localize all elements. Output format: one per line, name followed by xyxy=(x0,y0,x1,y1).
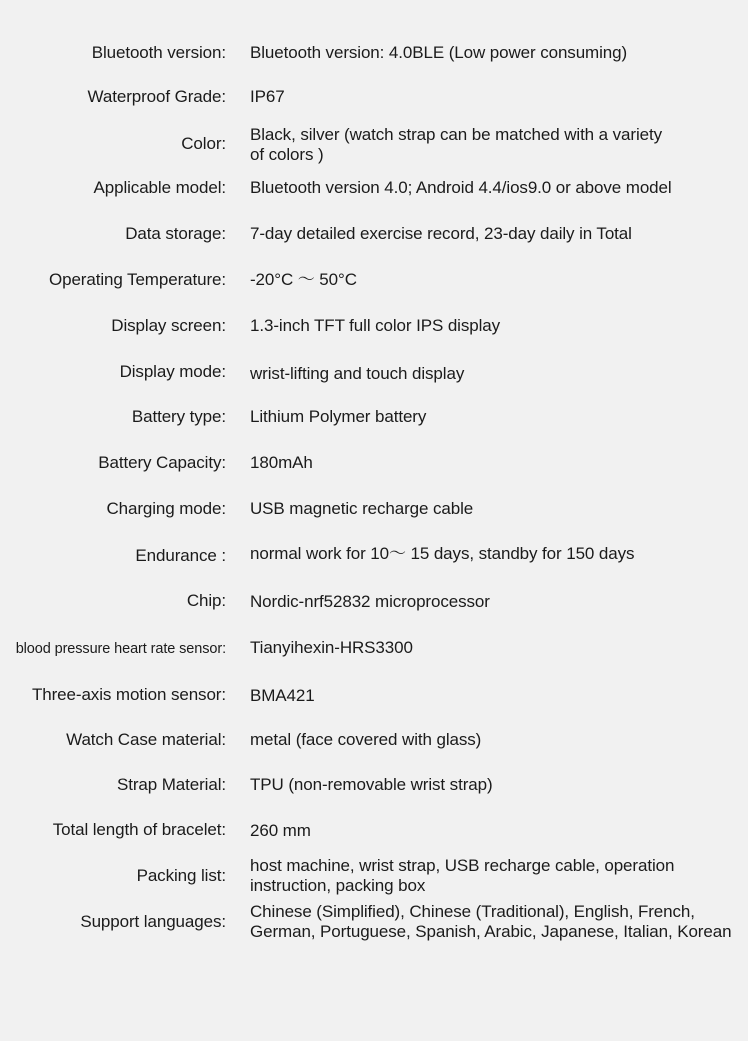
spec-value: 7-day detailed exercise record, 23-day daily in Total xyxy=(250,224,632,243)
spec-value: host machine, wrist strap, USB recharge cable, operation instruction, packing box xyxy=(250,856,675,895)
spec-label: Waterproof Grade: xyxy=(87,87,226,106)
spec-value: Tianyihexin-HRS3300 xyxy=(250,638,413,657)
spec-value: 1.3-inch TFT full color IPS display xyxy=(250,316,501,335)
spec-label: Packing list: xyxy=(136,866,226,885)
spec-value: 260 mm xyxy=(250,821,311,840)
spec-label: Support languages: xyxy=(80,912,226,931)
spec-label: Bluetooth version: xyxy=(91,43,226,62)
spec-value: 180mAh xyxy=(250,453,313,472)
spec-label: Display screen: xyxy=(111,316,226,335)
spec-label: Data storage: xyxy=(125,224,226,243)
spec-label: Endurance : xyxy=(135,546,226,565)
spec-label: Watch Case material: xyxy=(66,730,226,749)
spec-value: BMA421 xyxy=(250,686,315,705)
spec-value: wrist-lifting and touch display xyxy=(250,364,465,383)
spec-value: Bluetooth version: 4.0BLE (Low power consuming) xyxy=(250,43,628,62)
spec-label: blood pressure heart rate sensor: xyxy=(15,641,226,657)
spec-label: Color: xyxy=(181,134,226,153)
spec-value: USB magnetic recharge cable xyxy=(250,499,474,518)
spec-label: Operating Temperature: xyxy=(48,270,226,289)
spec-value: normal work for 10～ 15 days, standby for 150 days xyxy=(250,544,635,563)
spec-value: IP67 xyxy=(250,87,285,106)
spec-label: Strap Material: xyxy=(116,775,226,794)
spec-value: Chinese (Simplified), Chinese (Traditional), English, French, German, Portuguese, Spanish, Arabic, Japanese, Italian, Korean xyxy=(250,902,732,941)
spec-value: TPU (non-removable wrist strap) xyxy=(250,775,493,794)
spec-value: Black, silver (watch strap can be matched with a variety of colors ) xyxy=(250,125,663,164)
spec-label: Applicable model: xyxy=(93,178,226,197)
spec-label: Three-axis motion sensor: xyxy=(31,685,226,704)
spec-label: Chip: xyxy=(186,591,226,610)
spec-label: Display mode: xyxy=(119,362,226,381)
spec-label: Total length of bracelet: xyxy=(52,820,226,839)
spec-label: Charging mode: xyxy=(106,499,226,518)
spec-value: Lithium Polymer battery xyxy=(250,407,427,426)
spec-value: -20°C ～ 50°C xyxy=(250,270,357,289)
spec-value: Nordic-nrf52832 microprocessor xyxy=(250,592,490,611)
spec-value: metal (face covered with glass) xyxy=(250,730,482,749)
spec-label: Battery Capacity: xyxy=(98,453,226,472)
spec-value: Bluetooth version 4.0; Android 4.4/ios9.0 or above model xyxy=(250,178,672,197)
spec-label: Battery type: xyxy=(131,407,226,426)
